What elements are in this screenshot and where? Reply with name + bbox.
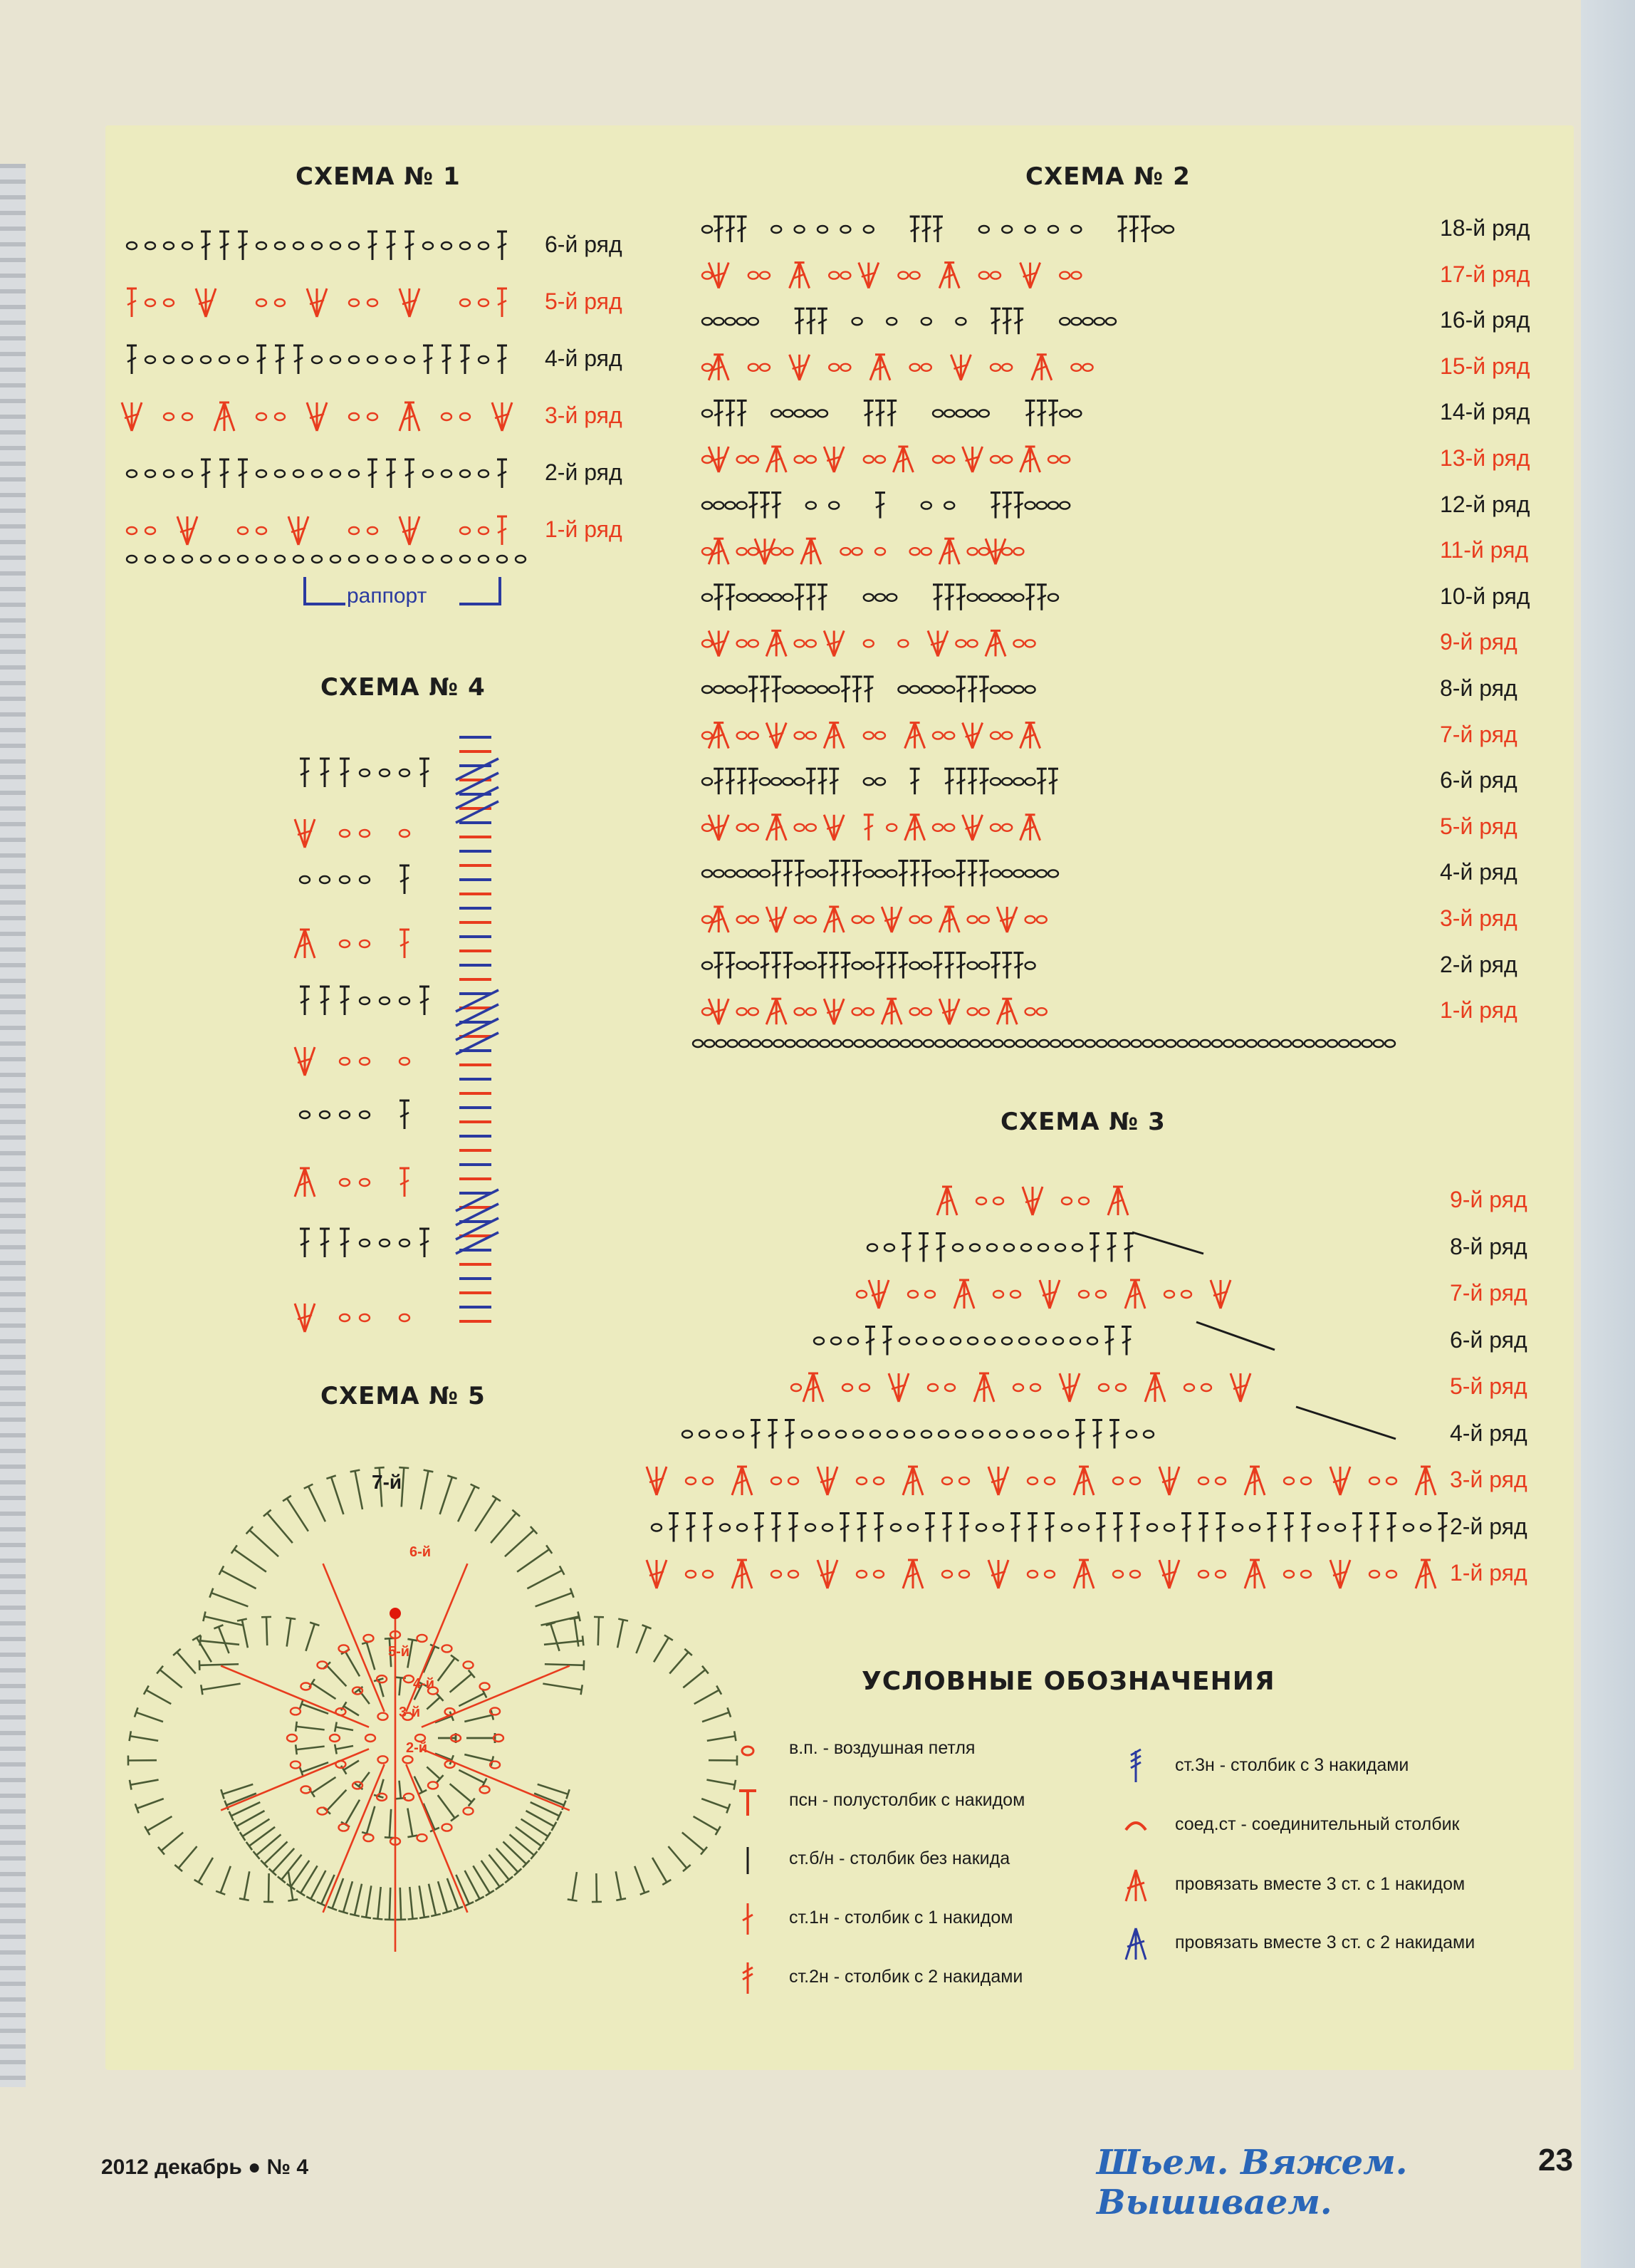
- row-label: 17-й ряд: [1440, 261, 1530, 287]
- legend-item-label: ст.б/н - столбик без накида: [789, 1848, 1010, 1868]
- row-label: 5-й ряд: [1440, 813, 1518, 839]
- round-label: 2-й: [406, 1740, 428, 1756]
- row-label: 5-й ряд: [545, 288, 622, 314]
- round-label: 3-й: [399, 1705, 421, 1720]
- row-label: 6-й ряд: [545, 232, 622, 257]
- row-label: 4-й ряд: [1450, 1420, 1527, 1446]
- row-label: 7-й ряд: [1450, 1280, 1527, 1306]
- row-label: 6-й ряд: [1440, 767, 1518, 794]
- row-label: 1-й ряд: [1450, 1560, 1527, 1586]
- legend-item-label: соед.ст - соединительный столбик: [1175, 1814, 1460, 1834]
- row-label: 8-й ряд: [1450, 1233, 1527, 1259]
- magazine-brand: Шьем. Вяжем. Вышиваем.: [1097, 2143, 1408, 2222]
- row-label: 9-й ряд: [1450, 1187, 1527, 1212]
- row-label: 5-й ряд: [1450, 1373, 1527, 1399]
- legend-item-label: псн - полустолбик с накидом: [789, 1790, 1025, 1810]
- page-number: 23: [1538, 2143, 1573, 2178]
- row-label: 2-й ряд: [545, 459, 622, 485]
- round-label: 5-й: [388, 1644, 410, 1660]
- legend-title: УСЛОВНЫЕ ОБОЗНАЧЕНИЯ: [862, 1667, 1275, 1696]
- chain-loop-icon: [742, 1747, 753, 1755]
- scheme-1-title: СХЕМА № 1: [296, 162, 461, 191]
- row-label: 1-й ряд: [545, 516, 622, 542]
- row-label: 18-й ряд: [1440, 215, 1530, 241]
- legend-item-label: в.п. - воздушная петля: [789, 1738, 976, 1758]
- row-label: 3-й ряд: [1450, 1467, 1527, 1492]
- row-label: 11-й ряд: [1440, 537, 1529, 563]
- row-label: 15-й ряд: [1440, 353, 1530, 379]
- row-label: 2-й ряд: [1440, 951, 1518, 977]
- issue-info: 2012 декабрь ● № 4: [101, 2155, 309, 2179]
- row-label: 16-й ряд: [1440, 307, 1530, 333]
- row-label: 7-й ряд: [1440, 721, 1518, 747]
- row-label: 2-й ряд: [1450, 1513, 1527, 1539]
- row-label: 3-й ряд: [545, 402, 622, 428]
- row-label: 3-й ряд: [1440, 905, 1518, 931]
- legend-item-label: ст.1н - столбик с 1 накидом: [789, 1908, 1013, 1928]
- row-label: 13-й ряд: [1440, 445, 1530, 471]
- row-label: 14-й ряд: [1440, 399, 1530, 425]
- legend-item-label: провязать вместе 3 ст. с 2 накидами: [1175, 1933, 1475, 1952]
- row-label: 4-й ряд: [1440, 859, 1518, 885]
- scheme-4-title: СХЕМА № 4: [320, 673, 486, 702]
- rapport-label: раппорт: [347, 584, 427, 608]
- legend-item-label: провязать вместе 3 ст. с 1 накидом: [1175, 1874, 1466, 1894]
- slip-stitch-icon: [1126, 1823, 1146, 1830]
- row-label: 9-й ряд: [1440, 629, 1518, 655]
- scheme-3-title: СХЕМА № 3: [1001, 1108, 1166, 1136]
- scheme-5-title: СХЕМА № 5: [320, 1382, 486, 1410]
- legend-item-label: ст.2н - столбик с 2 накидами: [789, 1967, 1023, 1987]
- round-label: 7-й: [372, 1471, 402, 1493]
- row-label: 4-й ряд: [545, 345, 622, 371]
- round-label: 4-й: [413, 1676, 435, 1692]
- row-label: 6-й ряд: [1450, 1326, 1527, 1353]
- legend-item-label: ст.3н - столбик с 3 накидами: [1175, 1755, 1409, 1775]
- round-label: 6-й: [409, 1544, 432, 1560]
- row-label: 1-й ряд: [1440, 997, 1518, 1024]
- row-label: 10-й ряд: [1440, 583, 1530, 609]
- scheme-2-title: СХЕМА № 2: [1025, 162, 1191, 191]
- row-label: 8-й ряд: [1440, 675, 1518, 701]
- row-label: 12-й ряд: [1440, 491, 1530, 517]
